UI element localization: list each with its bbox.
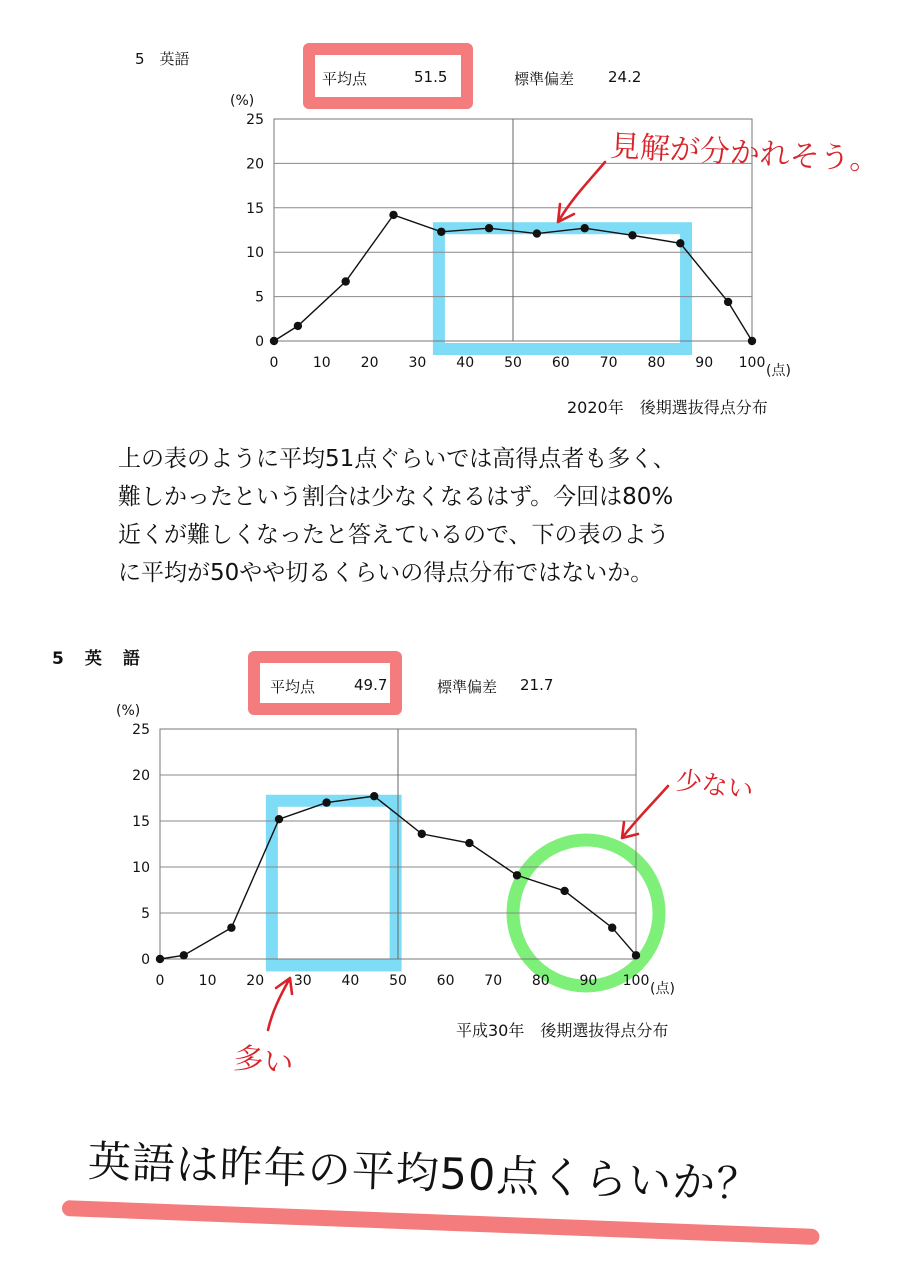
x-tick-label: 10 [198, 973, 217, 989]
explanation-line-2: 難しかったという割合は少なくなるはず。今回は80% [118, 484, 674, 510]
x-tick-label: 100 [622, 973, 650, 989]
bottom-chart-caption: 平成30年 後期選抜得点分布 [456, 1021, 669, 1040]
bottom-section-label: 5 英 語 [52, 649, 142, 669]
y-tick-label: 5 [141, 906, 150, 922]
x-tick-label: 30 [293, 973, 312, 989]
x-tick-label: 70 [484, 973, 503, 989]
x-tick-label: 90 [579, 973, 598, 989]
top-chart-caption: 2020年 後期選抜得点分布 [567, 398, 768, 417]
x-tick-label: 20 [246, 973, 265, 989]
x-tick-label: 60 [436, 973, 455, 989]
top-annotation-note: 見解が分かれそう。 [609, 128, 881, 179]
bottom-sd-value: 21.7 [520, 676, 554, 694]
data-point [180, 951, 188, 959]
explanation-line-4: に平均が50やや切るくらいの得点分布ではないか。 [118, 560, 654, 586]
x-tick-label: 90 [695, 355, 714, 371]
data-point [513, 871, 521, 879]
x-unit-label: (点) [766, 363, 791, 379]
data-point [275, 815, 283, 823]
bottom-annotation-many: 多い [231, 1040, 296, 1083]
y-tick-label: 5 [255, 289, 264, 306]
y-unit-label: (%) [116, 703, 141, 719]
bottom-annotation-arrow-few [622, 786, 668, 838]
conclusion-title: 英語は昨年の平均50点くらいか？ [87, 1137, 762, 1211]
y-tick-label: 10 [132, 860, 150, 876]
y-tick-label: 0 [141, 952, 150, 968]
data-point [465, 839, 473, 847]
x-tick-label: 50 [504, 355, 522, 371]
x-tick-label: 100 [738, 355, 766, 371]
x-tick-label: 80 [647, 355, 666, 371]
x-tick-label: 40 [456, 355, 475, 371]
bottom-highlight-box [272, 801, 396, 966]
x-unit-label: (点) [650, 981, 675, 997]
x-tick-label: 0 [269, 355, 279, 371]
data-point [322, 798, 330, 806]
y-tick-label: 15 [132, 814, 150, 830]
y-tick-label: 20 [246, 156, 264, 173]
y-tick-label: 0 [255, 334, 264, 350]
data-point [418, 830, 426, 838]
data-point [370, 792, 378, 800]
explanation-line-3: 近くが難しくなったと答えているので、下の表のよう [118, 522, 670, 548]
top-mean-label: 平均点 [322, 70, 368, 88]
top-mean-value: 51.5 [414, 68, 448, 86]
bottom-annotation-arrow-many [268, 978, 292, 1030]
y-tick-label: 15 [246, 200, 264, 217]
y-unit-label: (%) [230, 93, 255, 109]
explanation-line-1: 上の表のように平均51点ぐらいでは高得点者も多く、 [118, 446, 676, 472]
bottom-mean-label: 平均点 [270, 678, 316, 696]
y-tick-label: 25 [246, 112, 264, 128]
data-point [632, 951, 640, 959]
data-point [227, 924, 235, 932]
y-tick-label: 20 [132, 768, 150, 784]
bottom-sd-label: 標準偏差 [437, 678, 498, 696]
data-point [560, 887, 568, 895]
x-tick-label: 0 [155, 973, 165, 989]
x-tick-label: 10 [312, 355, 331, 371]
bottom-annotation-few: 少ない [673, 765, 756, 807]
y-tick-label: 10 [246, 245, 264, 262]
y-tick-label: 25 [132, 722, 150, 738]
x-tick-label: 80 [531, 973, 550, 989]
data-point [608, 924, 616, 932]
x-tick-label: 70 [599, 355, 618, 371]
bottom-mean-value: 49.7 [354, 676, 388, 694]
top-sd-label: 標準偏差 [514, 70, 575, 88]
data-point [156, 955, 164, 963]
top-section-label: 5 英語 [135, 50, 190, 68]
x-tick-label: 50 [389, 973, 407, 989]
x-tick-label: 60 [551, 355, 570, 371]
top-sd-value: 24.2 [608, 68, 642, 86]
x-tick-label: 30 [408, 355, 427, 371]
x-tick-label: 20 [360, 355, 379, 371]
x-tick-label: 40 [341, 973, 360, 989]
